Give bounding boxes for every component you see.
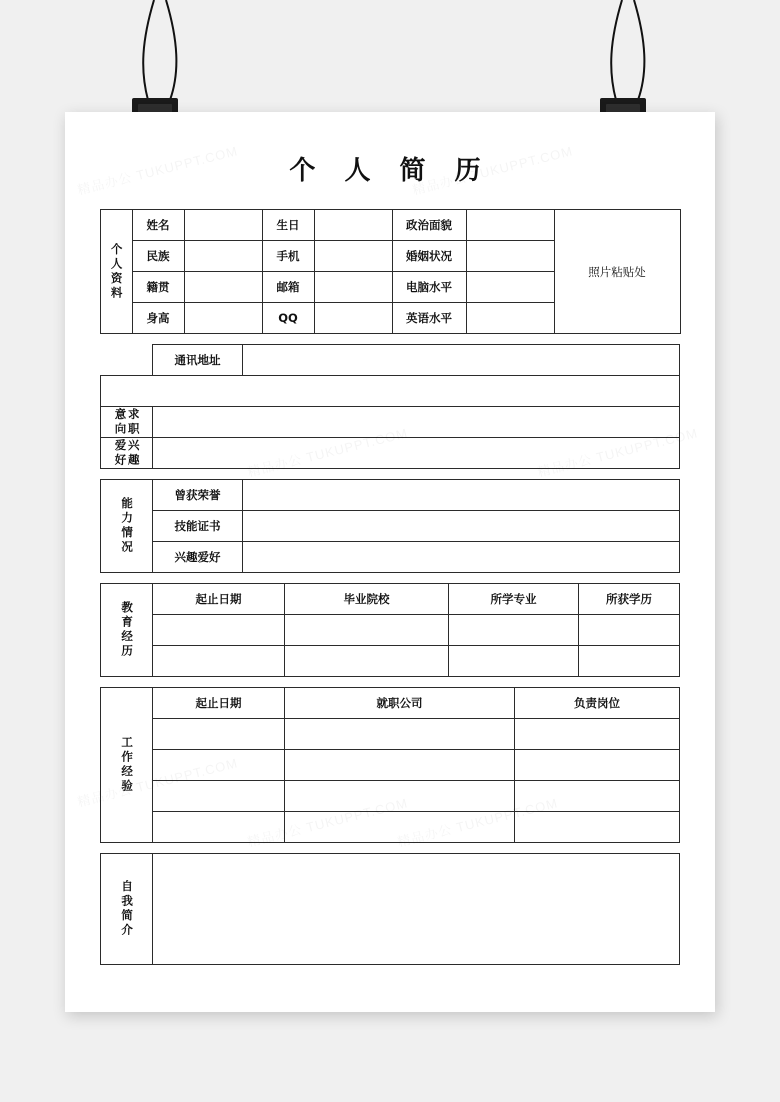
table-row bbox=[101, 542, 680, 573]
job-intent-vertical-label: 求职意向 bbox=[101, 407, 153, 438]
work-cell-dates[interactable] bbox=[153, 750, 285, 781]
field-address[interactable] bbox=[243, 345, 680, 376]
work-cell-company[interactable] bbox=[285, 781, 515, 812]
table-row bbox=[101, 584, 680, 615]
education-cell-degree[interactable] bbox=[579, 615, 680, 646]
empty-cell bbox=[101, 345, 153, 376]
label-name: 姓名 bbox=[132, 210, 184, 241]
label-computer-level: 电脑水平 bbox=[392, 272, 466, 303]
work-cell-dates[interactable] bbox=[153, 812, 285, 843]
work-cell-company[interactable] bbox=[285, 719, 515, 750]
education-cell-dates[interactable] bbox=[153, 615, 285, 646]
label-qq: QQ bbox=[262, 303, 314, 334]
table-row bbox=[101, 719, 680, 750]
work-cell-position[interactable] bbox=[515, 750, 680, 781]
education-cell-dates[interactable] bbox=[153, 646, 285, 677]
label-hometown: 籍贯 bbox=[132, 272, 184, 303]
education-header-dates: 起止日期 bbox=[153, 584, 285, 615]
table-row bbox=[101, 854, 680, 965]
work-cell-position[interactable] bbox=[515, 812, 680, 843]
table-row bbox=[101, 781, 680, 812]
ability-table bbox=[100, 479, 680, 573]
label-birthday: 生日 bbox=[262, 210, 314, 241]
table-row bbox=[101, 511, 680, 542]
table-row bbox=[101, 688, 680, 719]
education-header-school: 毕业院校 bbox=[285, 584, 449, 615]
education-header-degree: 所获学历 bbox=[579, 584, 680, 615]
resume-paper bbox=[65, 112, 715, 1012]
table-row bbox=[101, 345, 680, 376]
work-header-position: 负责岗位 bbox=[515, 688, 680, 719]
ability-vertical-label: 能力情况 bbox=[101, 480, 153, 573]
label-english-level: 英语水平 bbox=[392, 303, 466, 334]
field-interests[interactable] bbox=[243, 542, 680, 573]
personal-info-table bbox=[100, 209, 681, 334]
clip-string-right-icon bbox=[600, 0, 660, 110]
table-row bbox=[101, 615, 680, 646]
field-certificates[interactable] bbox=[243, 511, 680, 542]
education-vertical-label: 教育经历 bbox=[101, 584, 153, 677]
education-table bbox=[100, 583, 680, 677]
field-english-level[interactable] bbox=[466, 303, 554, 334]
education-cell-major[interactable] bbox=[449, 646, 579, 677]
hobby-vertical-label: 兴趣爱好 bbox=[101, 438, 153, 469]
work-header-dates: 起止日期 bbox=[153, 688, 285, 719]
photo-paste-area[interactable]: 照片粘贴处 bbox=[554, 210, 680, 334]
self-intro-table bbox=[100, 853, 680, 965]
table-row bbox=[101, 812, 680, 843]
self-intro-vertical-label: 自我简介 bbox=[101, 854, 153, 965]
table-row bbox=[101, 438, 680, 469]
field-birthday[interactable] bbox=[314, 210, 392, 241]
field-email[interactable] bbox=[314, 272, 392, 303]
field-ethnicity[interactable] bbox=[184, 241, 262, 272]
personal-info-vertical-label: 个人资料 bbox=[100, 210, 132, 334]
field-hobby[interactable] bbox=[153, 438, 680, 469]
work-header-company: 就职公司 bbox=[285, 688, 515, 719]
education-cell-major[interactable] bbox=[449, 615, 579, 646]
label-honors: 曾获荣誉 bbox=[153, 480, 243, 511]
table-row bbox=[100, 210, 680, 241]
work-cell-dates[interactable] bbox=[153, 781, 285, 812]
address-intent-table bbox=[100, 344, 680, 469]
field-height[interactable] bbox=[184, 303, 262, 334]
label-marital: 婚姻状况 bbox=[392, 241, 466, 272]
field-job-intent[interactable] bbox=[153, 407, 680, 438]
education-header-major: 所学专业 bbox=[449, 584, 579, 615]
work-cell-position[interactable] bbox=[515, 719, 680, 750]
page-title: 个 人 简 历 bbox=[289, 156, 491, 186]
label-political: 政治面貌 bbox=[392, 210, 466, 241]
work-table bbox=[100, 687, 680, 843]
field-name[interactable] bbox=[184, 210, 262, 241]
label-address: 通讯地址 bbox=[153, 345, 243, 376]
label-height: 身高 bbox=[132, 303, 184, 334]
field-self-intro[interactable] bbox=[153, 854, 680, 965]
table-row bbox=[101, 480, 680, 511]
work-vertical-label: 工作经验 bbox=[101, 688, 153, 843]
clip-string-left-icon bbox=[132, 0, 192, 110]
spacer-cell bbox=[101, 376, 680, 407]
field-computer-level[interactable] bbox=[466, 272, 554, 303]
label-email: 邮箱 bbox=[262, 272, 314, 303]
field-marital[interactable] bbox=[466, 241, 554, 272]
field-political[interactable] bbox=[466, 210, 554, 241]
table-row bbox=[101, 750, 680, 781]
field-qq[interactable] bbox=[314, 303, 392, 334]
field-honors[interactable] bbox=[243, 480, 680, 511]
field-hometown[interactable] bbox=[184, 272, 262, 303]
label-mobile: 手机 bbox=[262, 241, 314, 272]
education-cell-degree[interactable] bbox=[579, 646, 680, 677]
work-cell-company[interactable] bbox=[285, 750, 515, 781]
label-ethnicity: 民族 bbox=[132, 241, 184, 272]
work-cell-dates[interactable] bbox=[153, 719, 285, 750]
spacer-row bbox=[101, 376, 680, 407]
label-certificates: 技能证书 bbox=[153, 511, 243, 542]
work-cell-company[interactable] bbox=[285, 812, 515, 843]
work-cell-position[interactable] bbox=[515, 781, 680, 812]
field-mobile[interactable] bbox=[314, 241, 392, 272]
education-cell-school[interactable] bbox=[285, 615, 449, 646]
table-row bbox=[101, 646, 680, 677]
education-cell-school[interactable] bbox=[285, 646, 449, 677]
table-row bbox=[101, 407, 680, 438]
label-interests: 兴趣爱好 bbox=[153, 542, 243, 573]
